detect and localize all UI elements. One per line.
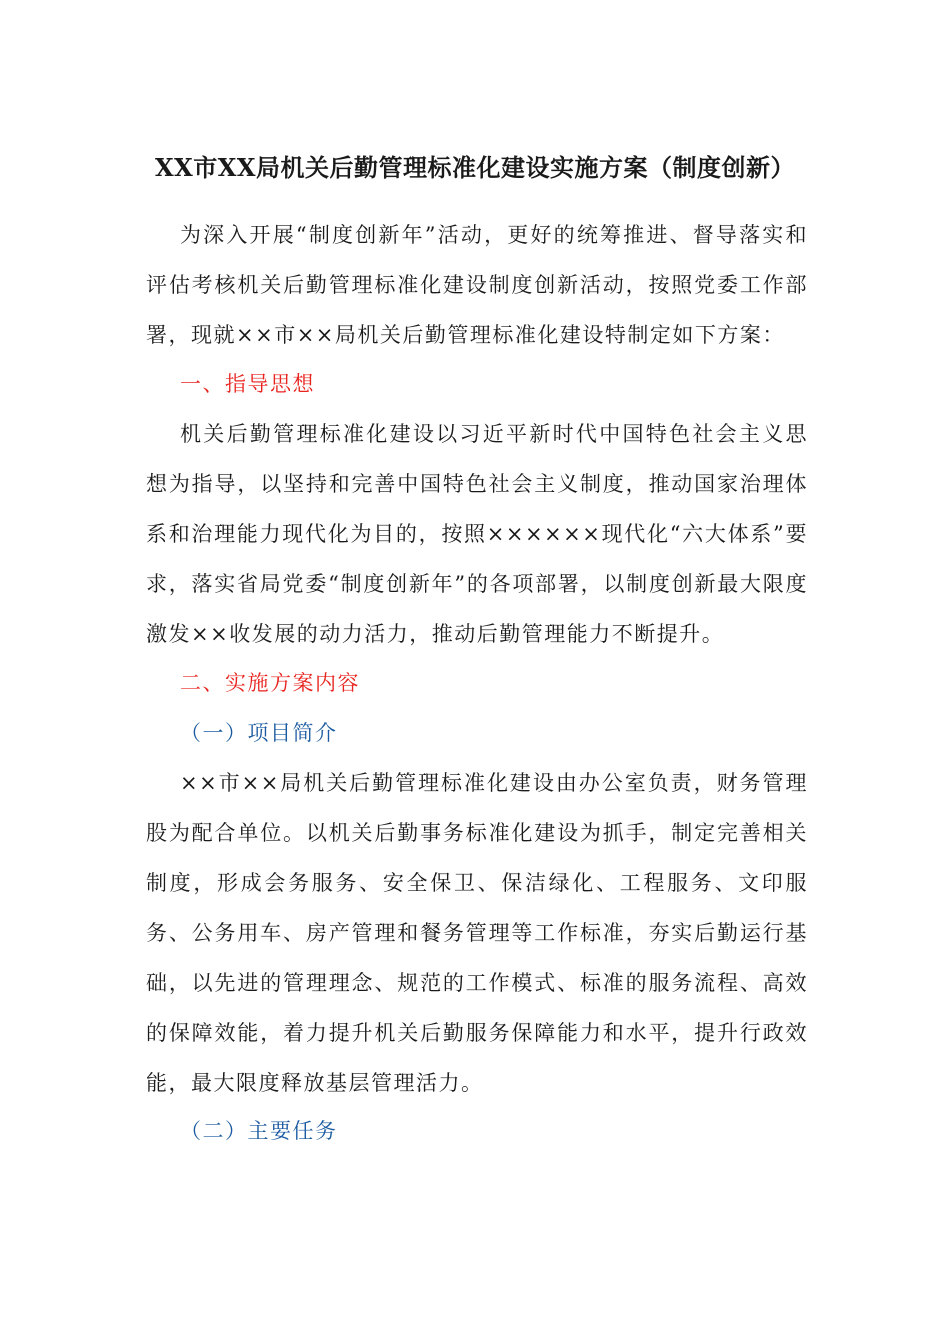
subsection-heading-project-intro: （一）项目简介 — [180, 721, 338, 745]
intro-paragraph: 为深入开展“制度创新年”活动，更好的统筹推进、督导落实和评估考核机关后勤管理标准化建设制度创新活动，按照党委工作部署，现就××市××局机关后勤管理标准化建设特制定如下方案： — [146, 223, 808, 347]
document-title: XX市XX局机关后勤管理标准化建设实施方案（制度创新） — [155, 153, 795, 182]
section-heading-implementation: 二、实施方案内容 — [180, 671, 360, 695]
guiding-ideology-paragraph: 机关后勤管理标准化建设以习近平新时代中国特色社会主义思想为指导，以坚持和完善中国特色社会主义制度，推动国家治理体系和治理能力现代化为目的，按照××××××现代化“六大体系”要求，落实省局党委“制度创新年”的各项部署，以制度创新最大限度激发××收发展的动力活力，推动后勤管理能力不断提升。 — [146, 422, 808, 646]
project-intro-paragraph: ××市××局机关后勤管理标准化建设由办公室负责，财务管理股为配合单位。以机关后勤事务标准化建设为抓手，制定完善相关制度，形成会务服务、安全保卫、保洁绿化、工程服务、文印服务、公务用车、房产管理和餐务管理等工作标准，夯实后勤运行基础，以先进的管理理念、规范的工作模式、标准的服务流程、高效的保障效能，着力提升机关后勤服务保障能力和水平，提升行政效能，最大限度释放基层管理活力。 — [146, 771, 808, 1095]
section-heading-guiding-ideology: 一、指导思想 — [180, 372, 315, 396]
subsection-heading-main-tasks: （二）主要任务 — [180, 1119, 338, 1143]
